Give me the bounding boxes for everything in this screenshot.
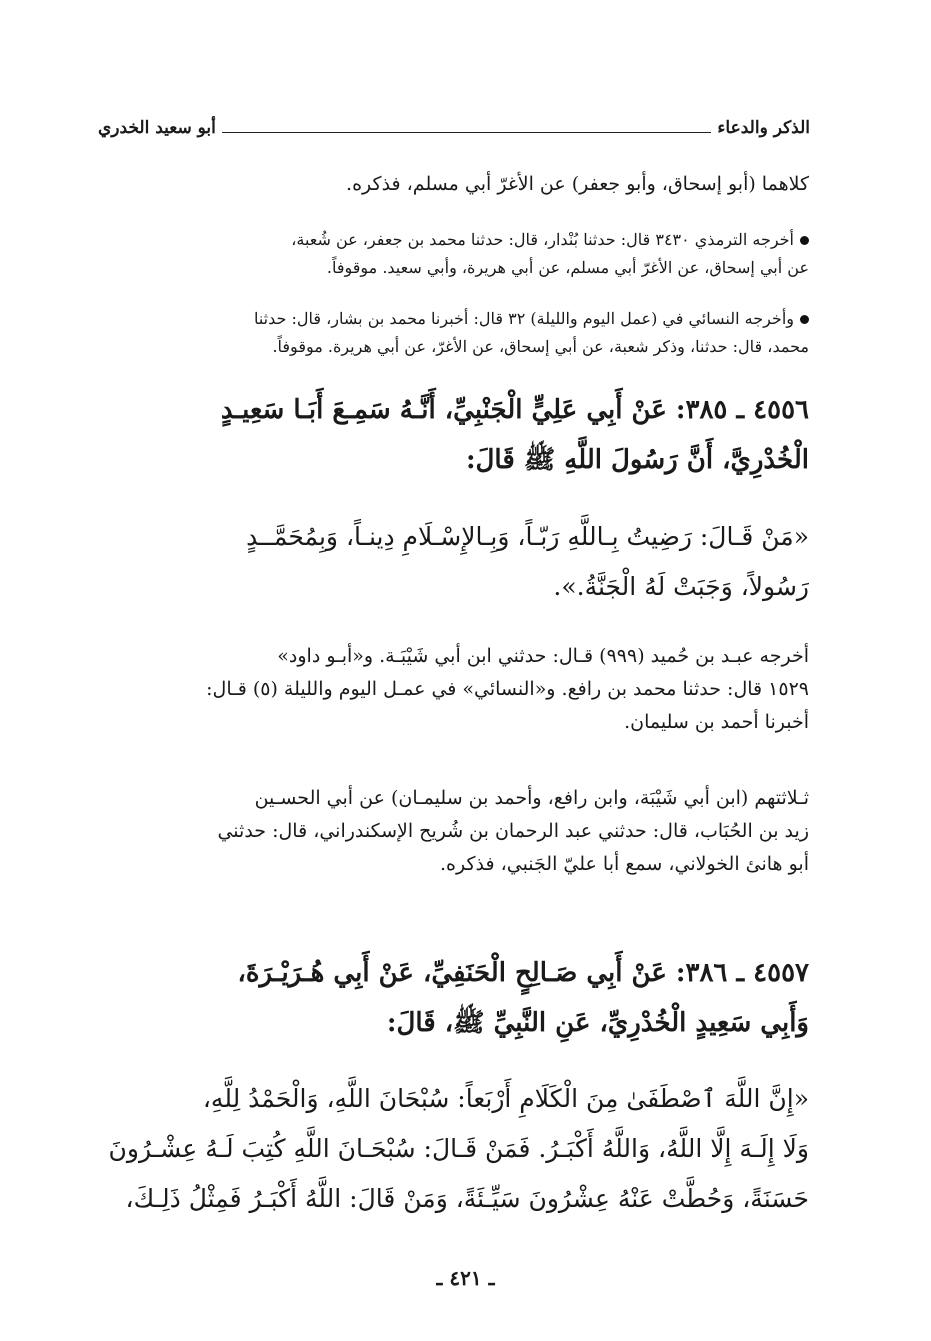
text-line: «مَنْ قَـالَ: رَضِيتُ بِـاللَّهِ رَبّـاً، وَبِـالإِسْـلَامِ دِينـاً، وَبِمُحَمَّــدٍ (246, 522, 809, 551)
text-line: الْخُدْرِيَّ، أَنَّ رَسُولَ اللَّهِ ﷺ قَالَ: (465, 445, 809, 475)
hadith-4557-isnad (98, 948, 809, 1048)
bullet-icon (800, 315, 809, 324)
text-line: أخبرنا أحمد بن سليمان. (624, 711, 809, 733)
hadith-4556-matn (98, 512, 809, 612)
header-rule (222, 132, 712, 133)
text-line: رَسُولاً، وَجَبَتْ لَهُ الْجَنَّةُ.». (553, 572, 809, 601)
hadith-4557-matn (98, 1074, 809, 1224)
takhrij-paragraph-1 (98, 640, 809, 739)
intro-paragraph (98, 168, 809, 201)
text-line: عن أبي إسحاق، عن الأغرّ أبي مسلم، عن أبي هريرة، وأبي سعيد. موقوفاً. (326, 258, 809, 277)
text-line: ٤٥٥٦ ـ ٣٨٥: عَنْ أَبِي عَلِيٍّ الْجَنْبِيِّ، أَنَّـهُ سَمِـعَ أَبَـا سَعِيـدٍ (220, 395, 809, 425)
text-line: كلاهما (أبو إسحاق، وأبو جعفر) عن الأغرّ أبي مسلم، فذكره. (346, 173, 809, 195)
takhrij-paragraph-2 (98, 782, 809, 881)
text-line: محمد، قال: حدثنا، وذكر شعبة، عن أبي إسحاق، عن الأغرّ، عن أبي هريرة. موقوفاً. (272, 337, 809, 356)
text-line: أبو هانئ الخولاني، سمع أبا عليّ الجَنبي، فذكره. (439, 853, 809, 875)
bullet-icon (800, 236, 809, 245)
text-line: أخرجه عبـد بن حُميد (٩٩٩) قـال: حدثني ابن أبي شَيْبَـة. و«أبـو داود» (277, 645, 809, 667)
header-chapter-title: الذكر والدعاء (717, 118, 810, 138)
footnote-nasai (98, 305, 809, 361)
text-line: وَأَبِي سَعِيدٍ الْخُدْرِيِّ، عَنِ النَّبِيِّ ﷺ، قَالَ: (386, 1008, 809, 1038)
text-line: ٤٥٥٧ ـ ٣٨٦: عَنْ أَبِي صَـالِحٍ الْحَنَفِيِّ، عَنْ أَبِي هُـرَيْـرَةَ، (237, 958, 809, 988)
text-line: «إِنَّ اللَّهَ ٱصْطَفَىٰ مِنَ الْكَلَامِ أَرْبَعاً: سُبْحَانَ اللَّهِ، وَالْحَمْدُ لِلَّهِ، (202, 1084, 809, 1113)
text-line: زيد بن الحُبَاب، قال: حدثني عبد الرحمان بن شُريح الإسكندراني، قال: حدثني (217, 820, 809, 842)
hadith-4556-isnad (98, 385, 809, 485)
text-line: وأخرجه النسائي في (عمل اليوم والليلة) ٣٢ قال: أخبرنا محمد بن بشار، قال: حدثنا (98, 305, 809, 333)
text-line: وَلَا إِلَـهَ إِلَّا اللَّهُ، وَاللَّهُ أَكْبَـرُ. فَمَنْ قَـالَ: سُبْحَـانَ اللَّهِ كُتِبَ لَـهُ عِشْـرُونَ (108, 1134, 809, 1163)
text-line: ثـلاثتهم (ابن أبي شَيْبَة، وابن رافع، وأحمد بن سليمـان) عن أبي الحسـين (254, 787, 809, 809)
text-line: حَسَنَةً، وَحُطَّتْ عَنْهُ عِشْرُونَ سَيِّـئَةً، وَمَنْ قَالَ: اللَّهُ أَكْبَـرُ فَمِثْلُ ذَلِـكَ، (125, 1184, 809, 1213)
header-narrator-title: أبو سعيد الخدري (98, 118, 216, 138)
page-number: ـ ٤٢١ ـ (436, 1266, 495, 1290)
text-line: أخرجه الترمذي ٣٤٣٠ قال: حدثنا بُنْدار، قال: حدثنا محمد بن جعفر، عن شُعبة، (98, 226, 809, 254)
text-line: ١٥٢٩ قال: حدثنا محمد بن رافع. و«النسائي» في عمـل اليوم والليلة (٥) قـال: (206, 678, 809, 700)
running-header (98, 104, 810, 138)
footnote-tirmidhi (98, 226, 809, 282)
